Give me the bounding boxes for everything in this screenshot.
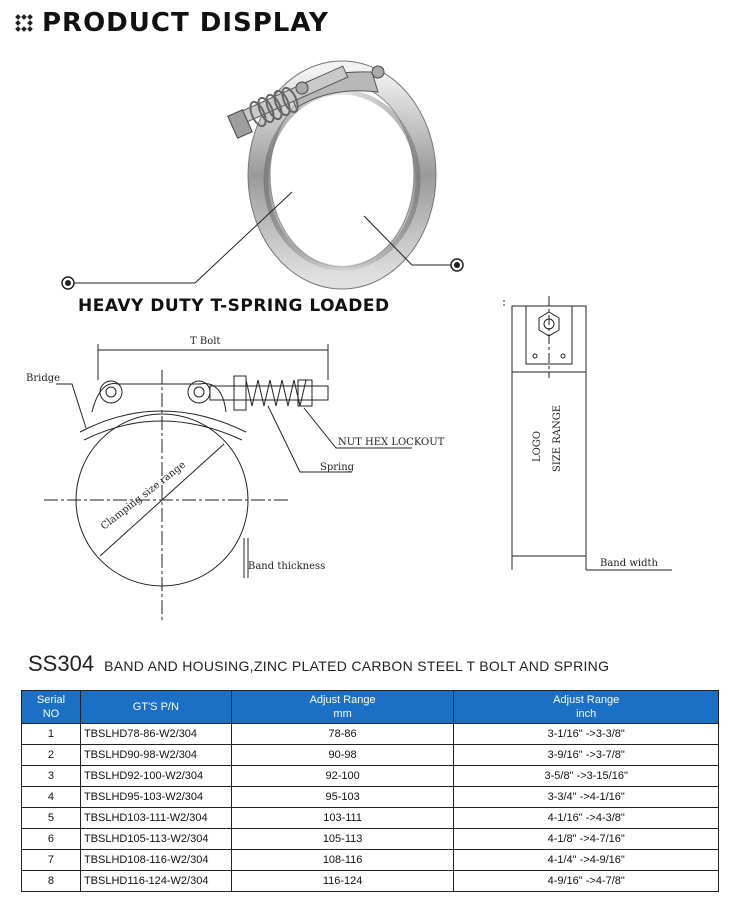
page-title: PRODUCT DISPLAY <box>42 8 329 38</box>
band-width-label: Band width <box>600 558 658 569</box>
serial-cell: 1 <box>22 724 81 745</box>
range-inch-cell: 3-3/4" ->4-1/16" <box>454 787 719 808</box>
range-mm-cell: 90-98 <box>231 745 454 766</box>
band-thickness-label: Band thickness <box>248 561 326 572</box>
part-number-cell: TBSLHD108-116-W2/304 <box>80 850 231 871</box>
range-inch-cell: 4-1/16" ->4-3/8" <box>454 808 719 829</box>
t-bolt-label: T Bolt <box>190 336 221 347</box>
table-row <box>22 724 719 745</box>
table-row <box>22 850 719 871</box>
table-row <box>22 829 719 850</box>
range-mm-cell: 103-111 <box>231 808 454 829</box>
spring-label: Spring <box>320 462 355 473</box>
range-inch-cell: 3-1/16" ->3-3/8" <box>454 724 719 745</box>
table-row <box>22 808 719 829</box>
table-body <box>22 724 719 892</box>
serial-cell: 4 <box>22 787 81 808</box>
logo-label: LOGO <box>532 430 543 462</box>
range-mm-cell: 92-100 <box>231 766 454 787</box>
table-row <box>22 766 719 787</box>
material-description: BAND AND HOUSING,ZINC PLATED CARBON STEEL T BOLT AND SPRING <box>104 658 610 674</box>
spec-table <box>21 690 719 892</box>
serial-cell: 3 <box>22 766 81 787</box>
size-range-label: SIZE RANGE <box>552 404 563 472</box>
part-number-cell: TBSLHD92-100-W2/304 <box>80 766 231 787</box>
bridge-label: Bridge <box>26 373 61 384</box>
range-mm-cell: 116-124 <box>231 871 454 892</box>
range-mm-cell: 108-116 <box>231 850 454 871</box>
table-row <box>22 745 719 766</box>
range-mm-cell: 78-86 <box>231 724 454 745</box>
table-header-row <box>22 691 719 724</box>
serial-cell: 5 <box>22 808 81 829</box>
header-part-number: GT'S P/N <box>80 691 231 724</box>
nut-label: NUT HEX LOCKOUT <box>338 437 445 448</box>
material-model: SS304 <box>28 651 95 676</box>
range-inch-cell: 4-1/8" ->4-7/16" <box>454 829 719 850</box>
part-number-cell: TBSLHD95-103-W2/304 <box>80 787 231 808</box>
table-row <box>22 871 719 892</box>
part-number-cell: TBSLHD116-124-W2/304 <box>80 871 231 892</box>
serial-cell: 6 <box>22 829 81 850</box>
part-number-cell: TBSLHD103-111-W2/304 <box>80 808 231 829</box>
part-number-cell: TBSLHD105-113-W2/304 <box>80 829 231 850</box>
spec-subtitle <box>28 651 609 677</box>
range-inch-cell: 3-5/8" ->3-15/16" <box>454 766 719 787</box>
serial-cell: 2 <box>22 745 81 766</box>
range-mm-cell: 95-103 <box>231 787 454 808</box>
range-inch-cell: 3-9/16" ->3-7/8" <box>454 745 719 766</box>
part-number-cell: TBSLHD78-86-W2/304 <box>80 724 231 745</box>
header-serial: Serial NO <box>22 691 81 724</box>
range-mm-cell: 105-113 <box>231 829 454 850</box>
header-range-mm: Adjust Range mm <box>231 691 454 724</box>
part-number-cell: TBSLHD90-98-W2/304 <box>80 745 231 766</box>
front-view-diagram <box>44 344 412 620</box>
header-range-inch: Adjust Range inch <box>454 691 719 724</box>
serial-cell: 7 <box>22 850 81 871</box>
clamp-photo <box>62 61 463 289</box>
serial-cell: 8 <box>22 871 81 892</box>
table-row <box>22 787 719 808</box>
range-inch-cell: 4-9/16" ->4-7/8" <box>454 871 719 892</box>
range-inch-cell: 4-1/4" ->4-9/16" <box>454 850 719 871</box>
side-view-diagram <box>504 296 672 570</box>
product-caption: HEAVY DUTY T-SPRING LOADED <box>78 296 390 316</box>
clamping-range-label: Clamping size range <box>99 459 188 533</box>
